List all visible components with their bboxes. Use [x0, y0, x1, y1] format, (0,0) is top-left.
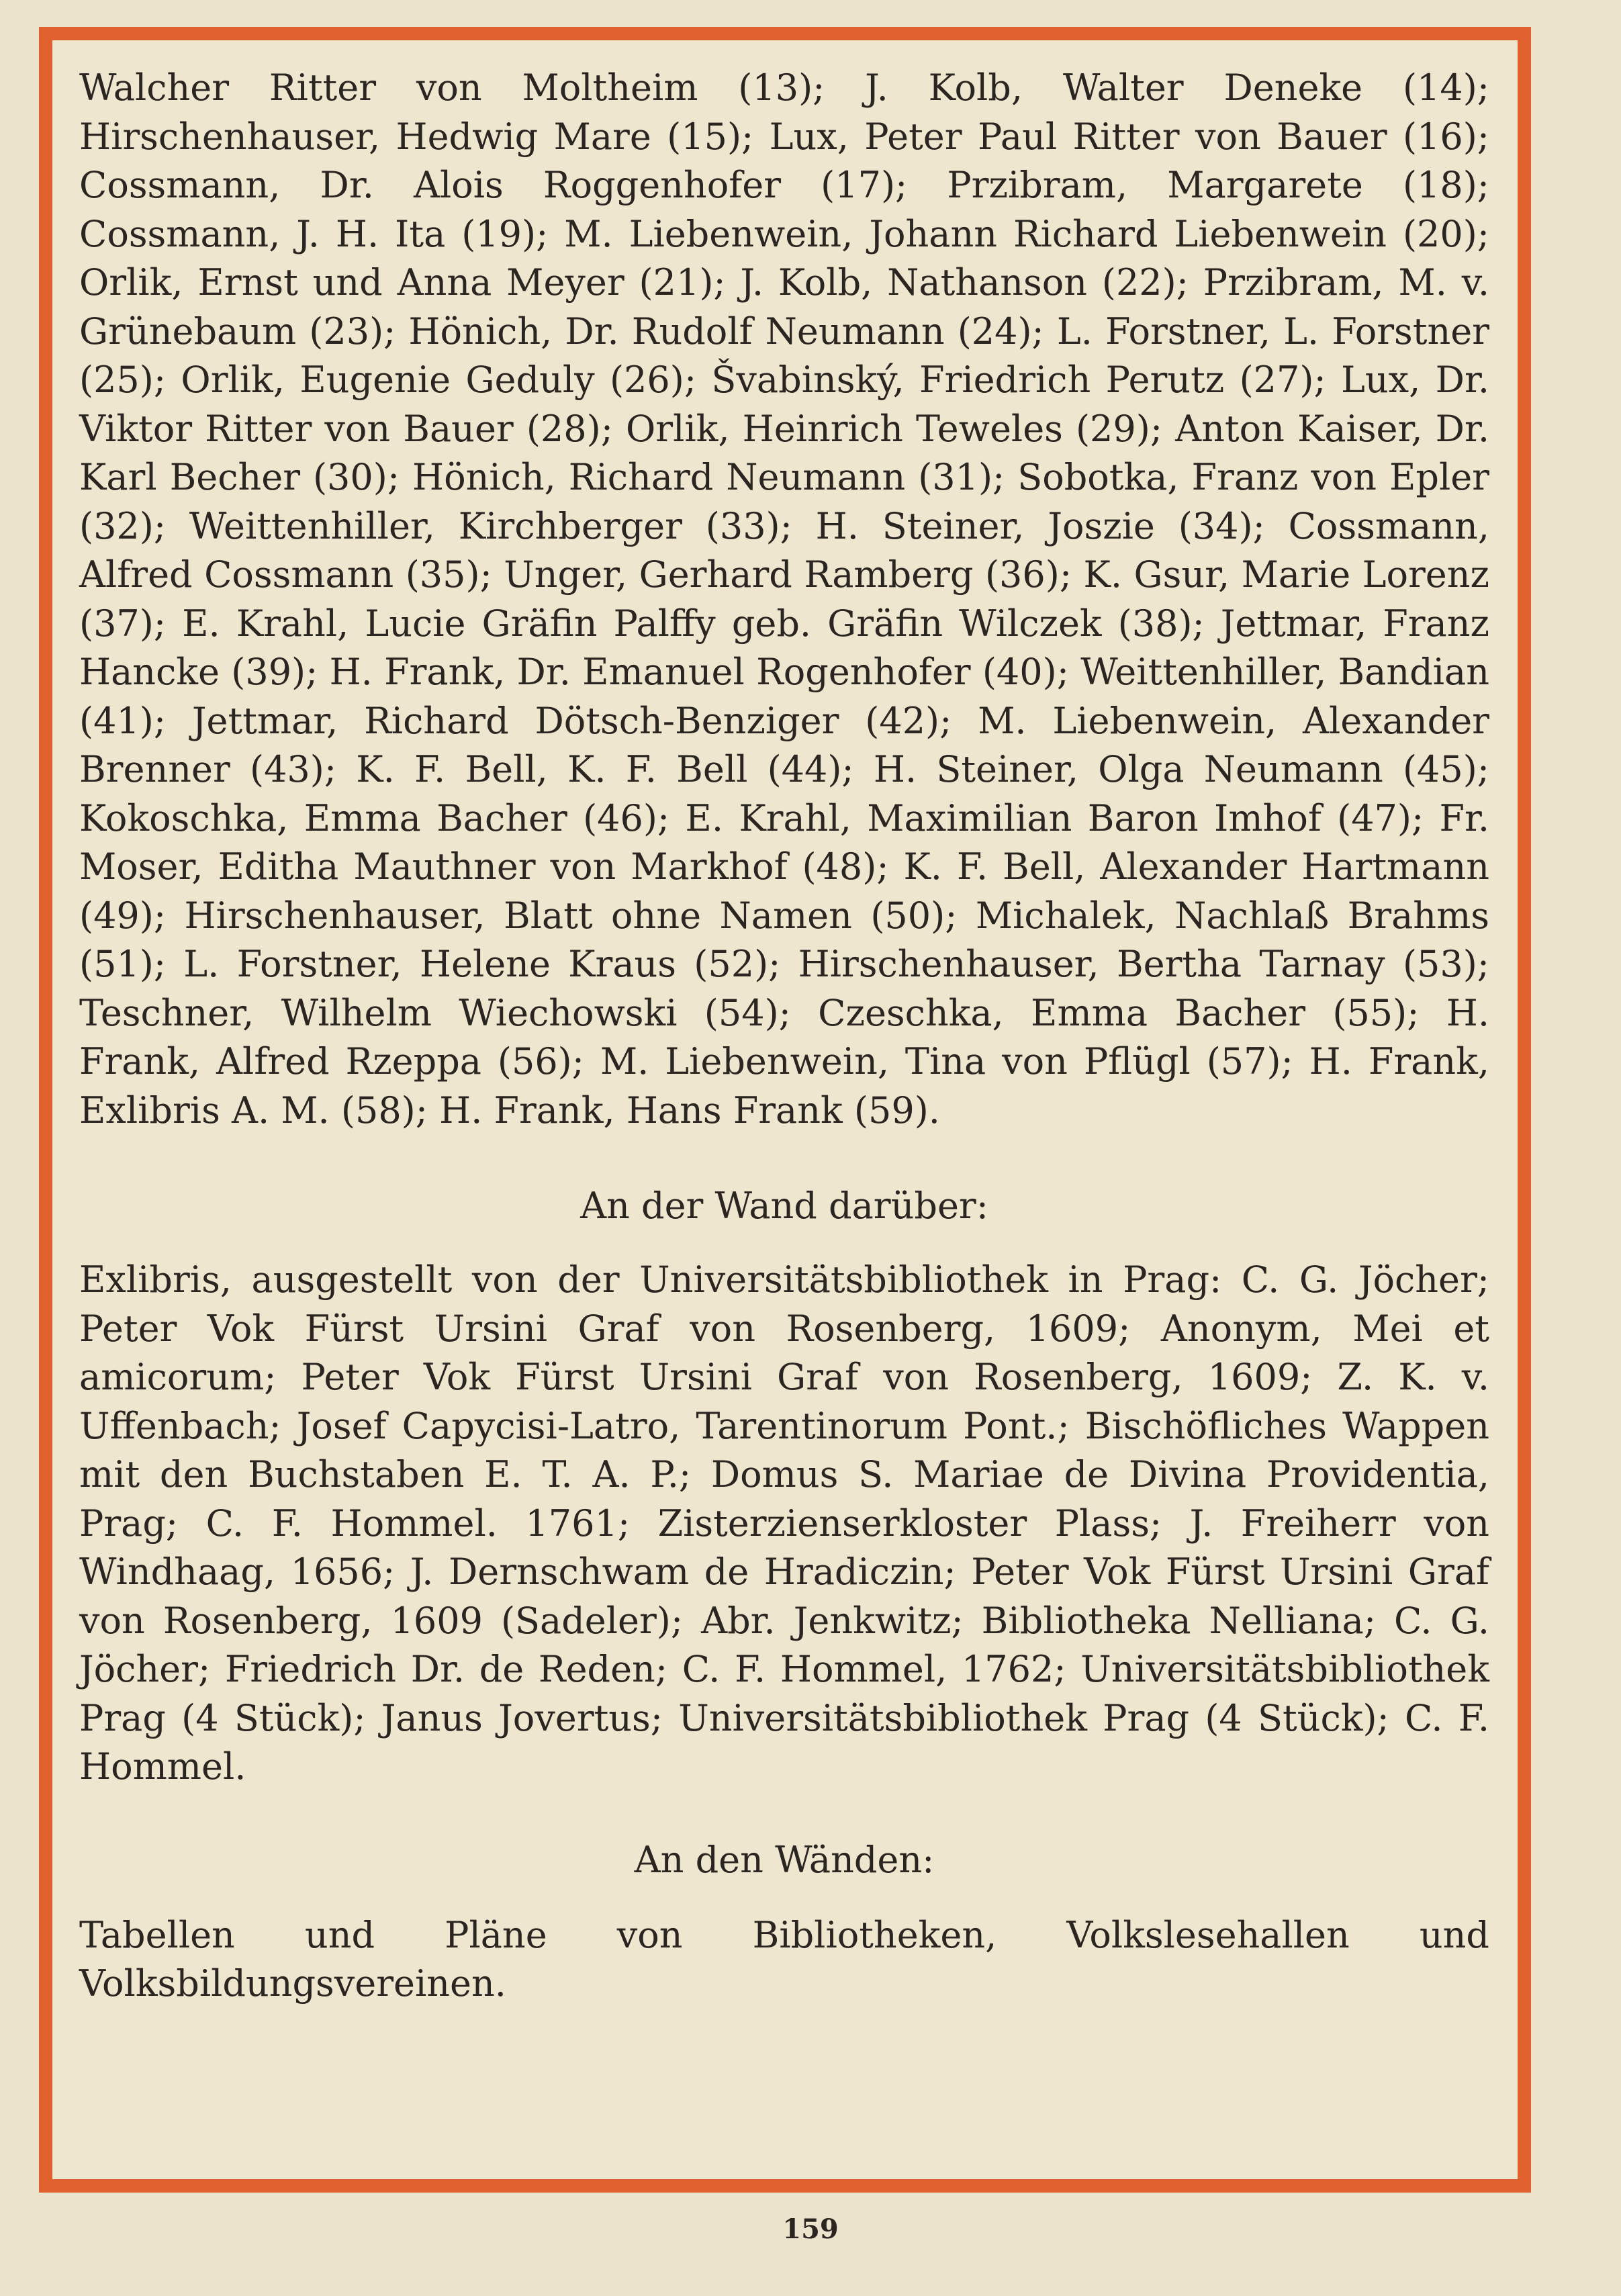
wall-above-heading: An der Wand darüber: [580, 1185, 988, 1227]
walls-heading: An den Wänden: [634, 1838, 935, 1881]
tables-plans-paragraph: Tabellen und Pläne von Bibliotheken, Volkslesehallen und Volksbildungsvereinen. [79, 1913, 1489, 2005]
page-content [79, 64, 1489, 2009]
exlibris-list-paragraph: Walcher Ritter von Moltheim (13); J. Kolb, Walter Deneke (14); Hirschenhauser, Hedwig Mare (15); Lux, Peter Paul Ritter von Bauer (16); Cossmann, Dr. Alois Roggenhofer (17); Przibram, Margarete (18); Cossmann, J. H. Ita (19); M. Liebenwein, Johann Richard Liebenwein (20); Orlik, Ernst und Anna Meyer (21); J. Kolb, Nathanson (22); Przibram, M. v. Grünebaum (23); Hönich, Dr. Rudolf Neumann (24); L. Forstner, L. Forstner (25); Orlik, Eugenie Geduly (26); Švabinský, Friedrich Perutz (27); Lux, Dr. Viktor Ritter von Bauer (28); Orlik, Heinrich Teweles (29); Anton Kaiser, Dr. Karl Becher (30); Hönich, Richard Neumann (31); Sobotka, Franz von Epler (32); Weittenhiller, Kirchberger (33); H. Steiner, Joszie (34); Cossmann, Alfred Cossmann (35); Unger, Gerhard Ramberg (36); K. Gsur, Marie Lorenz (37); E. Krahl, Lucie Gräfin Palffy geb. Gräfin Wilczek (38); Jettmar, Franz Hancke (39); H. Frank, Dr. Emanuel Rogenhofer (40); Weittenhiller, Bandian (41); Jettmar, Richard Dötsch-Benziger (42); M. Liebenwein, Alexander Brenner (43); K. F. Bell, K. F. Bell (44); H. Steiner, Olga Neumann (45); Kokoschka, Emma Bacher (46); E. Krahl, Maximilian Baron Imhof (47); Fr. Moser, Editha Mauthner von Markhof (48); K. F. Bell, Alexander Hartmann (49); Hirschenhauser, Blatt ohne Namen (50); Michalek, Nachlaß Brahms (51); L. Forstner, Helene Kraus (52); Hirschenhauser, Bertha Tarnay (53); Teschner, Wilhelm Wiechowski (54); Czeschka, Emma Bacher (55); H. Frank, Alfred Rzeppa (56); M. Liebenwein, Tina von Pflügl (57); H. Frank, Exlibris A. M. (58); H. Frank, Hans Frank (59). [79, 66, 1489, 1132]
university-library-exlibris-paragraph: Exlibris, ausgestellt von der Universitätsbibliothek in Prag: C. G. Jöcher; Peter Vok Fürst Ursini Graf von Rosenberg, 1609; Anonym, Mei et amicorum; Peter Vok Fürst Ursini Graf von Rosenberg, 1609; Z. K. v. Uffenbach; Josef Capycisi-Latro, Tarentinorum Pont.; Bischöfliches Wappen mit den Buchstaben E. T. A. P.; Domus S. Mariae de Divina Providentia, Prag; C. F. Hommel. 1761; Zisterzienserkloster Plass; J. Freiherr von Windhaag, 1656; J. Dernschwam de Hradiczin; Peter Vok Fürst Ursini Graf von Rosenberg, 1609 (Sadeler); Abr. Jenkwitz; Bibliotheka Nelliana; C. G. Jöcher; Friedrich Dr. de Reden; C. F. Hommel, 1762; Universitätsbibliothek Prag (4 Stück); Janus Jovertus; Universitätsbibliothek Prag (4 Stück); C. F. Hommel. [79, 1258, 1489, 1788]
page-number: 159 [782, 2213, 839, 2245]
